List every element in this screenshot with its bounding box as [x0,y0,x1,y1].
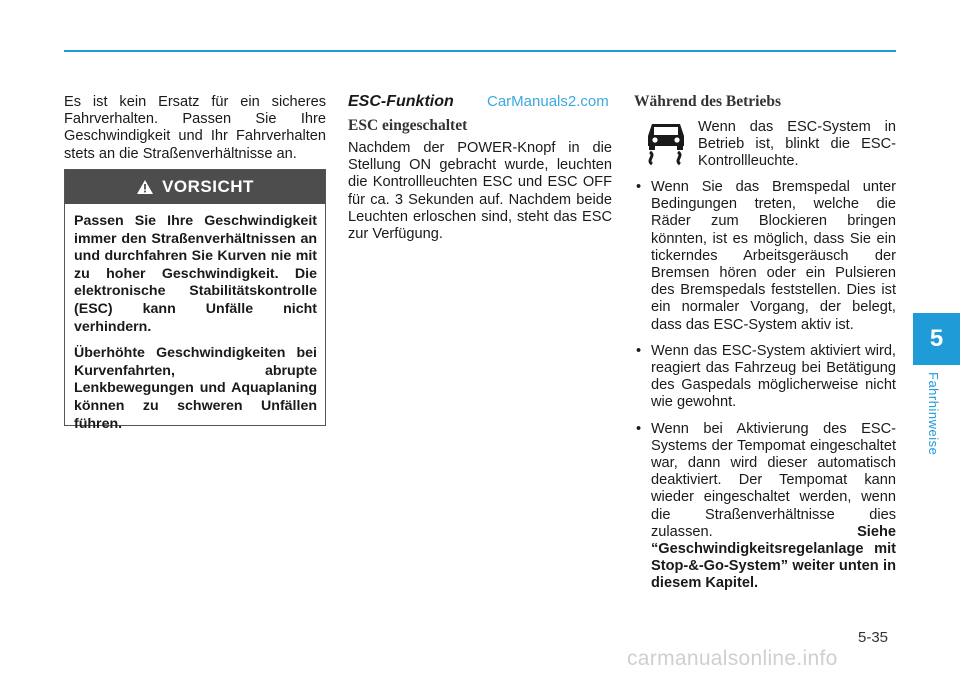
bullet-3-text: Wenn bei Aktivierung des ESC-Systems der Tempomat eingeschaltet war, dann wird dieser automatisch deaktiviert. Der Tempomat kann wieder eingeschaltet werden, wenn die Straßenverhältnisse dies zulassen. [651,420,896,540]
warning-body [65,204,325,433]
section-title: ESC-Funktion [348,93,454,110]
esc-skid-car-icon [640,116,692,168]
chapter-label: Fahrhinweise [926,372,941,456]
bullet-item-2: • Wenn das ESC-System aktiviert wird, reagiert das Fahrzeug bei Betätigung des Gaspedals möglicherweise nicht wie gewohnt. [634,343,896,412]
warning-triangle-icon [136,179,154,195]
page-number: 5-35 [858,629,889,646]
subheading: ESC eingeschaltet [348,117,468,134]
icon-description: Wenn das ESC-System in Betrieb ist, blinkt die ESC-Kontrollleuchte. [698,119,896,170]
esc-on-paragraph: Nachdem der POWER-Knopf in die Stellung ON gebracht wurde, leuchten die Kontrollleuchten ESC und ESC OFF für ca. 3 Sekunden auf. Nachdem beide Leuchten erloschen sind, steht das ESC zur Verfügung. [348,140,612,243]
bullet-item-3 [634,421,896,593]
intro-paragraph: Es ist kein Ersatz für ein sicheres Fahrverhalten. Passen Sie Ihre Geschwindigkeit und Ihr Fahrverhalten stets an die Straßenverhältnisse an. [64,94,326,162]
warning-paragraph-1: Passen Sie Ihre Geschwindigkeit immer den Straßenverhältnissen an und durchfahren Sie Kurven nie mit zu hoher Geschwindigkeit. Die elektronische Stabilitätskontrolle (ESC) kann Unfälle nicht verhindern. [74,213,317,335]
watermark-text: CarManuals2.com [487,93,609,110]
bullet-item-1: • Wenn Sie das Bremspedal unter Bedingungen treten, welche die Räder zum Blockieren bringen könnten, ist es möglich, dass Sie ein tickerndes Arbeitsgeräusch der Bremsen hören oder ein Pulsieren des Bremspedals feststellen. Dies ist ein normaler Vorgang, der belegt, dass das ESC-System aktiv ist. [634,179,896,334]
warning-paragraph-2: Überhöhte Geschwindigkeiten bei Kurvenfahrten, abrupte Lenkbewegungen und Aquaplaning können zu schweren Unfällen führen. [74,345,317,432]
bullet-3-reference: Siehe “Geschwindigkeitsregelanlage mit Stop-&-Go-System” weiter unten in diesem Kapitel. [651,523,896,592]
operation-heading: Während des Betriebs [634,93,781,110]
chapter-tab: 5 [913,313,960,365]
bullet-list [634,179,896,602]
warning-title: VORSICHT [162,177,254,196]
footer-watermark: carmanualsonline.info [627,647,838,670]
warning-header [65,170,325,204]
warning-box [64,169,326,432]
top-rule [64,50,896,52]
